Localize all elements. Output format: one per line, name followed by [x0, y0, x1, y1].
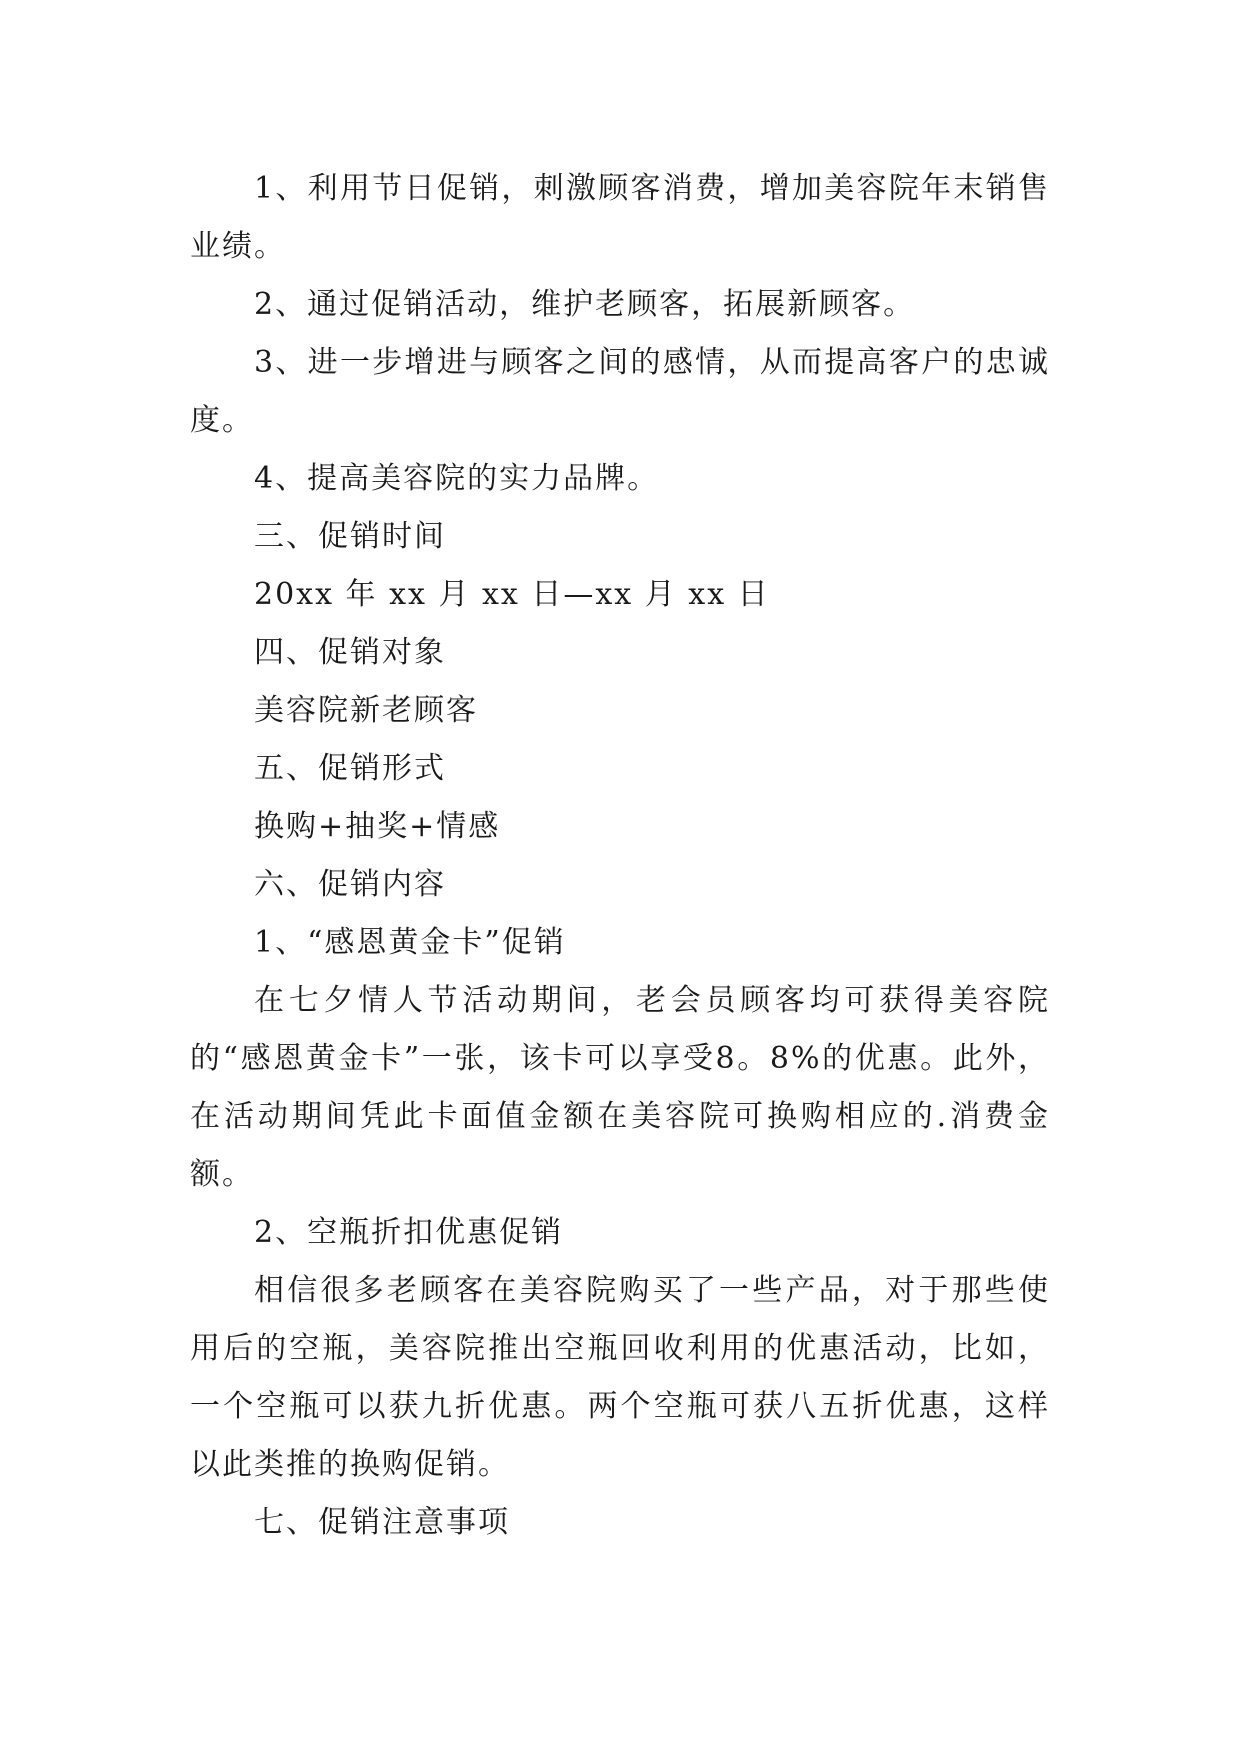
section-heading-target: 四、促销对象: [254, 635, 446, 670]
promotion-target: 美容院新老顾客: [254, 693, 478, 728]
section-heading-time: 三、促销时间: [254, 519, 446, 554]
section-heading-content: 六、促销内容: [254, 867, 446, 902]
subheading-gold-card: 1、“感恩黄金卡”促销: [254, 925, 566, 960]
paragraph-empty-bottle: 相信很多老顾客在美容院购买了一些产品，对于那些使用后的空瓶，美容院推出空瓶回收利用的优惠活动，比如，一个空瓶可以获九折优惠。两个空瓶可获八五折优惠，这样以此类推的换购促销。: [190, 1273, 1050, 1482]
paragraph-goal-4: 4、提高美容院的实力品牌。: [254, 461, 660, 496]
document-body: [190, 160, 1050, 1552]
paragraph-goal-1: 1、利用节日促销，刺激顾客消费，增加美容院年末销售业绩。: [190, 171, 1050, 264]
promotion-form: 换购+抽奖+情感: [254, 809, 501, 844]
section-heading-notes: 七、促销注意事项: [254, 1505, 510, 1540]
paragraph-goal-2: 2、通过促销活动，维护老顾客，拓展新顾客。: [254, 287, 916, 322]
subheading-empty-bottle: 2、空瓶折扣优惠促销: [254, 1215, 564, 1250]
paragraph-gold-card: 在七夕情人节活动期间，老会员顾客均可获得美容院的“感恩黄金卡”一张，该卡可以享受8。8%的优惠。此外，在活动期间凭此卡面值金额在美容院可换购相应的.消费金额。: [190, 983, 1050, 1192]
promotion-date-range: 20xx 年 xx 月 xx 日—xx 月 xx 日: [254, 577, 770, 612]
section-heading-form: 五、促销形式: [254, 751, 446, 786]
paragraph-goal-3: 3、进一步增进与顾客之间的感情，从而提高客户的忠诚度。: [190, 345, 1050, 438]
